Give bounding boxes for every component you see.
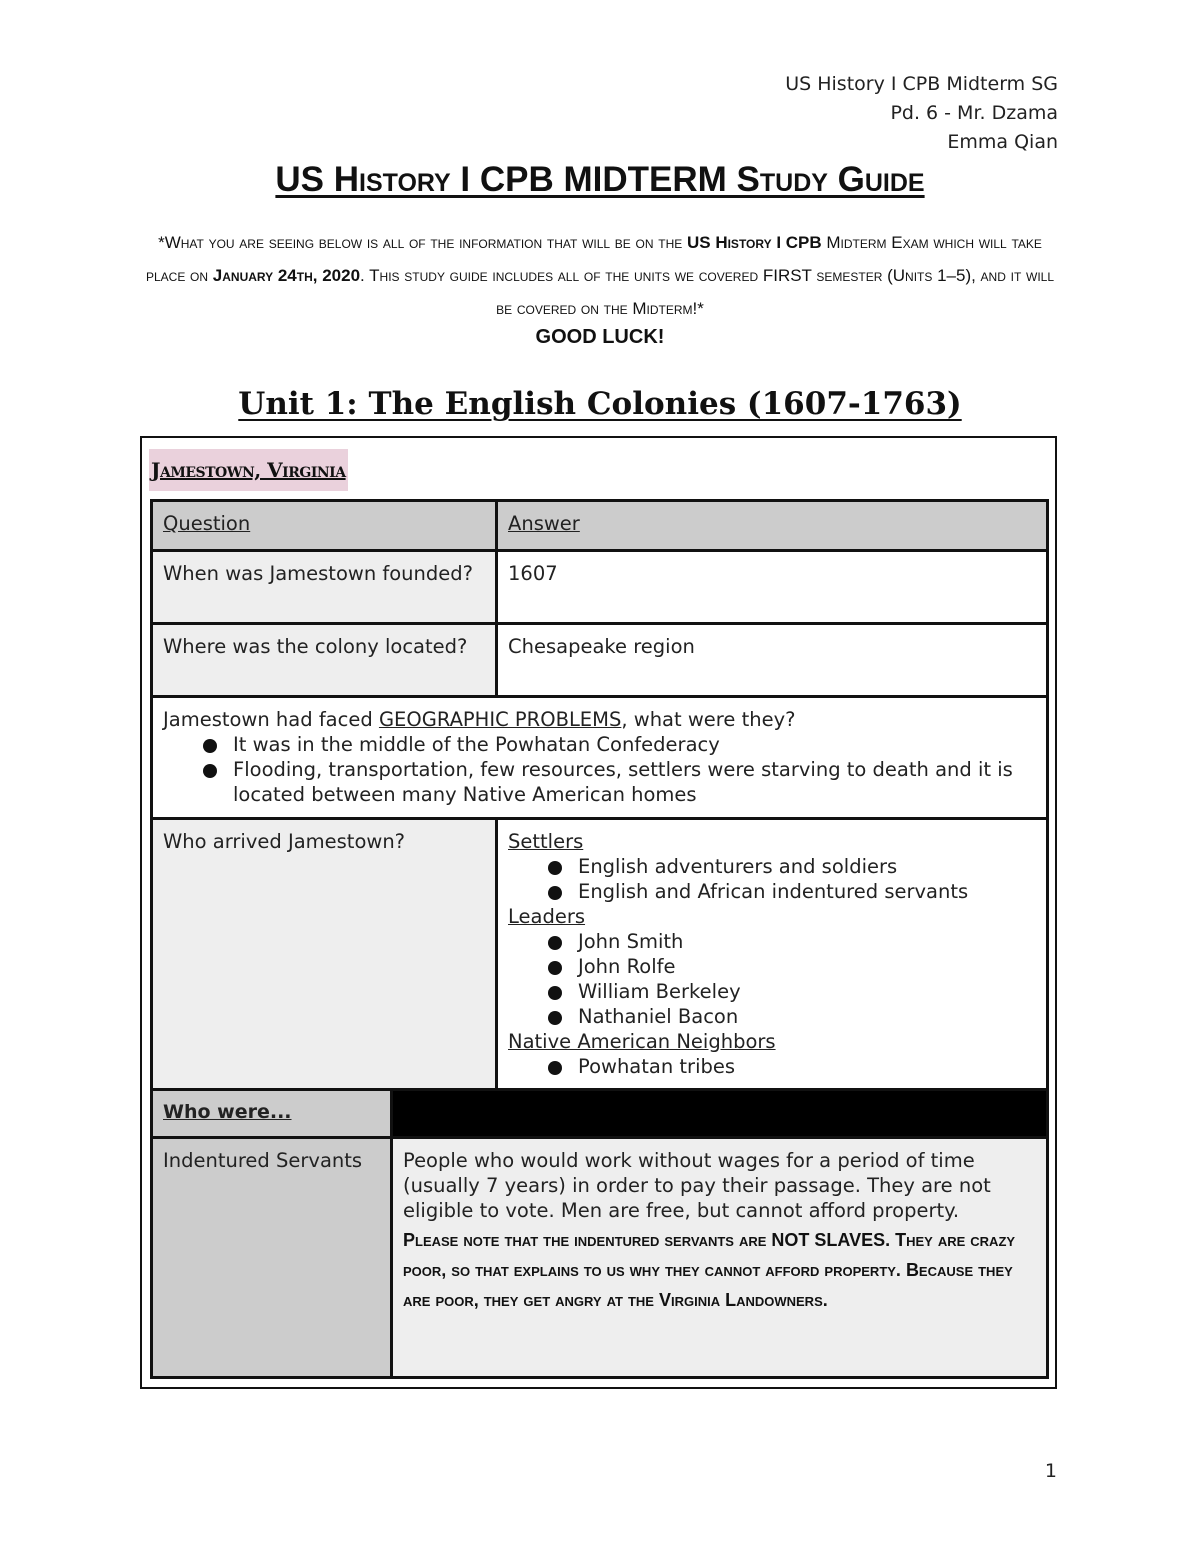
list-item: Nathaniel Bacon (548, 1004, 1036, 1029)
list-item: English adventurers and soldiers (548, 854, 1036, 879)
question-cell: Who arrived Jamestown? (152, 819, 497, 1092)
page-title: US History I CPB MIDTERM Study Guide (275, 160, 925, 199)
table-row (152, 819, 1048, 1092)
list-item: It was in the middle of the Powhatan Confederacy (203, 732, 1036, 757)
list-item: English and African indentured servants (548, 879, 1036, 904)
term-cell: Indentured Servants (152, 1138, 392, 1378)
who-were-header: Who were... (152, 1090, 392, 1138)
table-header-row (152, 1090, 1048, 1138)
answer-cell: Chesapeake region (497, 624, 1048, 697)
leaders-label: Leaders (508, 905, 586, 928)
geographic-problems-cell (152, 697, 1048, 819)
answer-cell (497, 819, 1048, 1092)
neighbors-label: Native American Neighbors (508, 1030, 776, 1053)
column-header-answer: Answer (497, 501, 1048, 551)
student-name: Emma Qian (947, 131, 1058, 153)
intro-paragraph (140, 226, 1060, 325)
good-luck-text: GOOD LUCK! (535, 326, 665, 348)
settlers-label: Settlers (508, 830, 584, 853)
settlers-list (508, 854, 1036, 904)
definition-note: Please note that the indentured servants are NOT SLAVES. They are crazy poor, so that explains to us why they cannot afford property. Because they are poor, they get angry at the Virginia Landowners. (403, 1230, 1016, 1310)
question-answer-table (150, 499, 1049, 1093)
table-header-row (152, 501, 1048, 551)
section-heading: Jamestown, Virginia (149, 449, 348, 491)
list-item: John Smith (548, 929, 1036, 954)
intro-text-3: . This study guide includes all of the units we covered FIRST semester (Units 1–5), and it will be covered on the Midterm!* (360, 266, 1055, 318)
definition-text: People who would work without wages for a period of time (usually 7 years) in order to pay their passage. They are not eligible to vote. Men are free, but cannot afford property. (403, 1149, 991, 1222)
geo-suffix: , what were they? (621, 708, 796, 731)
unit-title: Unit 1: The English Colonies (1607-1763) (238, 386, 962, 422)
who-were-table (150, 1088, 1049, 1379)
column-header-question: Question (152, 501, 497, 551)
geo-keyword: GEOGRAPHIC PROBLEMS (378, 708, 622, 731)
intro-text-1: *What you are seeing below is all of the information that will be on the (158, 233, 687, 252)
question-cell: When was Jamestown founded? (152, 551, 497, 624)
list-item: Powhatan tribes (548, 1054, 1036, 1079)
list-item: John Rolfe (548, 954, 1036, 979)
intro-course-bold: US History I CPB (686, 233, 822, 252)
period-teacher: Pd. 6 - Mr. Dzama (890, 102, 1058, 124)
table-row (152, 551, 1048, 624)
leaders-list (508, 929, 1036, 1029)
answer-cell: 1607 (497, 551, 1048, 624)
neighbors-list (508, 1054, 1036, 1079)
table-row (152, 1138, 1048, 1378)
table-row (152, 697, 1048, 819)
table-row (152, 624, 1048, 697)
list-item: William Berkeley (548, 979, 1036, 1004)
definition-cell (392, 1138, 1048, 1378)
question-cell: Where was the colony located? (152, 624, 497, 697)
course-title: US History I CPB Midterm SG (785, 73, 1058, 95)
list-item: Flooding, transportation, few resources, settlers were starving to death and it is located between many Native American homes (203, 757, 1036, 807)
intro-date-bold: January 24th, 2020 (212, 266, 361, 285)
intro-text-2: Midterm Exam which will take place on (145, 233, 1042, 285)
geographic-question (163, 707, 1036, 732)
who-were-header-fill (392, 1090, 1048, 1138)
geo-prefix: Jamestown had faced (163, 708, 379, 731)
geo-bullet-list (163, 732, 1036, 807)
page-number: 1 (1044, 1460, 1057, 1482)
document-header (785, 70, 1058, 157)
